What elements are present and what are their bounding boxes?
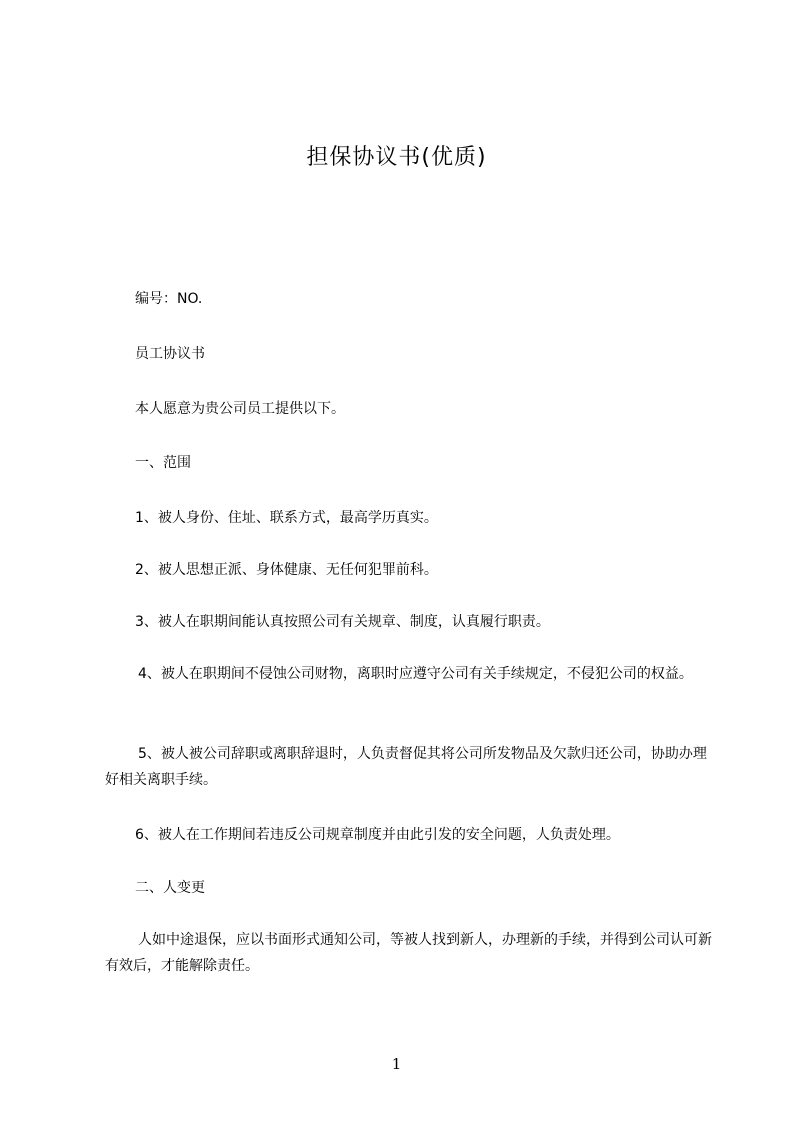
guarantor-change-paragraph: 人如中途退保，应以书面形式通知公司，等被人找到新人，办理新的手续，并得到公司认可新有效后，才能解除责任。: [105, 932, 712, 974]
serial-number-line: 编号：NO.: [135, 291, 203, 307]
document-title: 担保协议书(优质): [306, 145, 487, 170]
clause-4: 4、被人在职期间不侵蚀公司财物，离职时应遵守公司有关手续规定，不侵犯公司的权益。: [138, 666, 693, 682]
page-number: 1: [391, 1055, 402, 1073]
clause-3: 3、被人在职期间能认真按照公司有关规章、制度，认真履行职责。: [135, 614, 550, 630]
intro-paragraph: 本人愿意为贵公司员工提供以下。: [135, 401, 345, 417]
clause-6: 6、被人在工作期间若违反公司规章制度并由此引发的安全问题，人负责处理。: [135, 827, 620, 843]
section-heading-guarantor-change: 二、人变更: [135, 880, 205, 896]
clause-1: 1、被人身份、住址、联系方式，最高学历真实。: [135, 510, 438, 526]
clause-2: 2、被人思想正派、身体健康、无任何犯罪前科。: [135, 562, 438, 578]
section-heading-employee-agreement: 员工协议书: [135, 346, 205, 362]
section-heading-scope: 一、范围: [135, 455, 191, 471]
clause-5: 5、被人被公司辞职或离职辞退时，人负责督促其将公司所发物品及欠款归还公司，协助办理好相关离职手续。: [105, 746, 707, 788]
